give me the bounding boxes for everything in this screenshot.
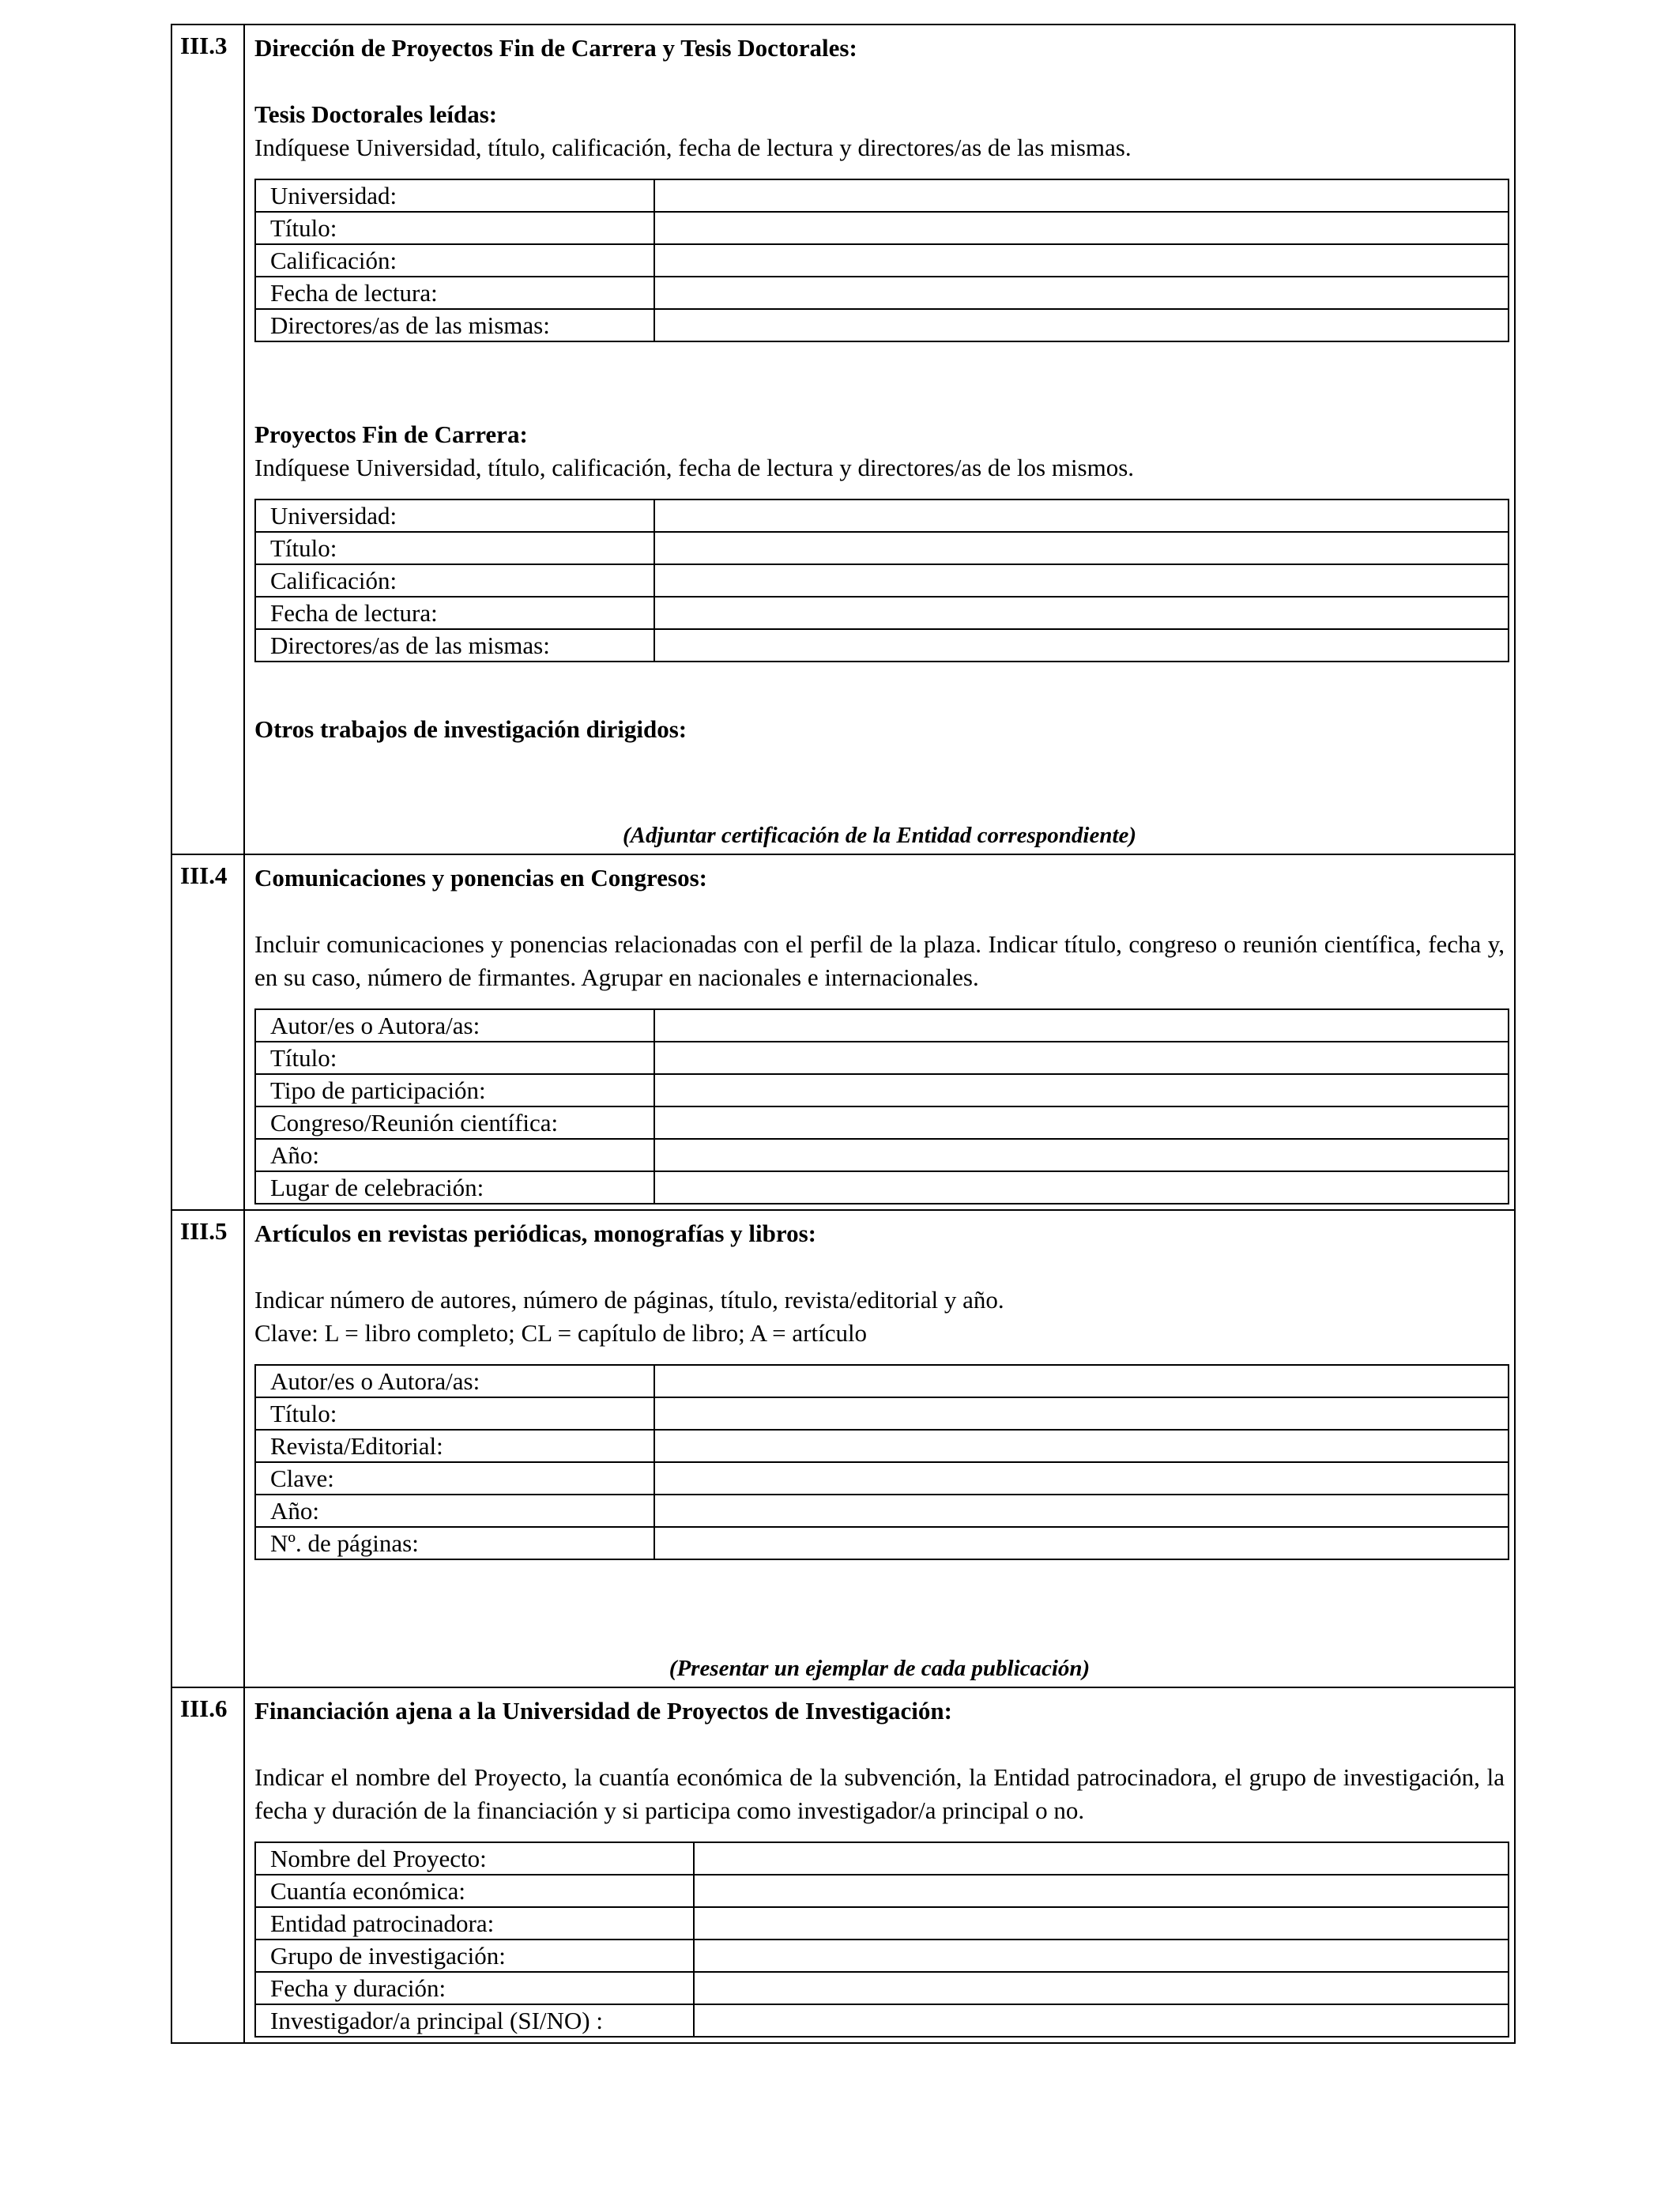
field-value[interactable]: [654, 244, 1509, 277]
field-label: Año:: [255, 1495, 654, 1527]
table-row: [255, 1875, 1509, 1907]
field-label: Calificación:: [255, 244, 654, 277]
tesis-instruction: Indíquese Universidad, título, calificación, fecha de lectura y directores/as de las mismas.: [254, 134, 1132, 161]
field-value[interactable]: [654, 1106, 1509, 1139]
section-body: [244, 854, 1515, 1210]
field-value[interactable]: [654, 499, 1509, 532]
section-instruction: Incluir comunicaciones y ponencias relacionadas con el perfil de la plaza. Indicar título, congreso o reunión científica, fecha y, en su caso, número de firmantes. Agrupar en nacionales e internacionales.: [254, 930, 1505, 991]
table-row: [255, 2004, 1509, 2037]
section-instruction: Indicar el nombre del Proyecto, la cuantía económica de la subvención, la Entidad patrocinadora, el grupo de investigación, la fecha y duración de la financiación y si participa como investigador/a principal o no.: [254, 1763, 1505, 1824]
field-label: Título:: [255, 212, 654, 244]
section-iii-5: [171, 1210, 1515, 1687]
field-value[interactable]: [654, 1462, 1509, 1495]
section-body: [244, 1687, 1515, 2043]
field-value[interactable]: [654, 1139, 1509, 1171]
tesis-heading: Tesis Doctorales leídas:: [254, 100, 498, 128]
field-label: Título:: [255, 532, 654, 564]
table-row: [255, 1972, 1509, 2004]
otros-heading: Otros trabajos de investigación dirigidos:: [254, 715, 687, 743]
table-row: [255, 499, 1509, 532]
table-row: [255, 532, 1509, 564]
field-label: Directores/as de las mismas:: [255, 629, 654, 662]
field-label: Congreso/Reunión científica:: [255, 1106, 654, 1139]
field-value[interactable]: [654, 1042, 1509, 1074]
table-row: [255, 1907, 1509, 1940]
field-label: Nº. de páginas:: [255, 1527, 654, 1559]
table-row: [255, 179, 1509, 212]
table-row: [255, 1009, 1509, 1042]
table-row: [255, 1042, 1509, 1074]
section-title: Comunicaciones y ponencias en Congresos:: [254, 864, 707, 892]
field-value[interactable]: [654, 309, 1509, 341]
section-title: Artículos en revistas periódicas, monografías y libros:: [254, 1220, 816, 1247]
field-label: Calificación:: [255, 564, 654, 597]
field-label: Autor/es o Autora/as:: [255, 1009, 654, 1042]
section-iii-4: [171, 854, 1515, 1210]
table-row: [255, 1106, 1509, 1139]
field-value[interactable]: [654, 1009, 1509, 1042]
field-label: Fecha de lectura:: [255, 277, 654, 309]
section-title: Dirección de Proyectos Fin de Carrera y Tesis Doctorales:: [254, 34, 857, 62]
field-value[interactable]: [654, 532, 1509, 564]
pfc-heading: Proyectos Fin de Carrera:: [254, 420, 528, 448]
field-label: Fecha de lectura:: [255, 597, 654, 629]
field-value[interactable]: [694, 1940, 1509, 1972]
financiacion-table: [254, 1842, 1509, 2038]
table-row: [255, 564, 1509, 597]
field-value[interactable]: [654, 597, 1509, 629]
section-note: (Presentar un ejemplar de cada publicación): [669, 1656, 1090, 1681]
merits-form-table: [171, 24, 1516, 2044]
field-value[interactable]: [654, 277, 1509, 309]
section-body: [244, 25, 1515, 854]
pfc-table: [254, 499, 1509, 662]
field-label: Entidad patrocinadora:: [255, 1907, 694, 1940]
table-row: [255, 244, 1509, 277]
section-key: Clave: L = libro completo; CL = capítulo de libro; A = artículo: [254, 1319, 868, 1347]
field-value[interactable]: [654, 1527, 1509, 1559]
field-label: Nombre del Proyecto:: [255, 1842, 694, 1875]
field-value[interactable]: [654, 179, 1509, 212]
field-label: Autor/es o Autora/as:: [255, 1365, 654, 1397]
table-row: [255, 1430, 1509, 1462]
table-row: [255, 1940, 1509, 1972]
field-value[interactable]: [694, 1907, 1509, 1940]
section-instruction: Indicar número de autores, número de páginas, título, revista/editorial y año.: [254, 1286, 1004, 1314]
field-label: Año:: [255, 1139, 654, 1171]
field-value[interactable]: [654, 629, 1509, 662]
field-label: Grupo de investigación:: [255, 1940, 694, 1972]
articulos-table: [254, 1364, 1509, 1560]
section-body: [244, 1210, 1515, 1687]
field-value[interactable]: [654, 1430, 1509, 1462]
field-label: Directores/as de las mismas:: [255, 309, 654, 341]
pfc-instruction: Indíquese Universidad, título, calificación, fecha de lectura y directores/as de los mismos.: [254, 454, 1135, 481]
section-number: III.6: [171, 1687, 244, 2043]
field-label: Título:: [255, 1042, 654, 1074]
field-value[interactable]: [654, 1365, 1509, 1397]
field-label: Fecha y duración:: [255, 1972, 694, 2004]
field-value[interactable]: [694, 1842, 1509, 1875]
table-row: [255, 277, 1509, 309]
table-row: [255, 597, 1509, 629]
table-row: [255, 1365, 1509, 1397]
table-row: [255, 1462, 1509, 1495]
table-row: [255, 629, 1509, 662]
section-number: III.4: [171, 854, 244, 1210]
table-row: [255, 1397, 1509, 1430]
field-label: Título:: [255, 1397, 654, 1430]
table-row: [255, 1495, 1509, 1527]
section-number: III.5: [171, 1210, 244, 1687]
table-row: [255, 1842, 1509, 1875]
table-row: [255, 309, 1509, 341]
comunicaciones-table: [254, 1008, 1509, 1204]
field-value[interactable]: [694, 2004, 1509, 2037]
table-row: [255, 212, 1509, 244]
field-value[interactable]: [654, 212, 1509, 244]
table-row: [255, 1139, 1509, 1171]
field-label: Investigador/a principal (SI/NO) :: [255, 2004, 694, 2037]
field-value[interactable]: [654, 564, 1509, 597]
table-row: [255, 1527, 1509, 1559]
table-row: [255, 1171, 1509, 1204]
field-value[interactable]: [694, 1875, 1509, 1907]
table-row: [255, 1074, 1509, 1106]
field-value[interactable]: [654, 1074, 1509, 1106]
field-label: Universidad:: [255, 499, 654, 532]
tesis-table: [254, 179, 1509, 342]
section-note: (Adjuntar certificación de la Entidad correspondiente): [622, 823, 1137, 848]
field-label: Tipo de participación:: [255, 1074, 654, 1106]
field-value[interactable]: [654, 1397, 1509, 1430]
field-value[interactable]: [694, 1972, 1509, 2004]
field-label: Universidad:: [255, 179, 654, 212]
section-iii-6: [171, 1687, 1515, 2043]
section-title: Financiación ajena a la Universidad de Proyectos de Investigación:: [254, 1697, 952, 1725]
field-label: Revista/Editorial:: [255, 1430, 654, 1462]
field-value[interactable]: [654, 1171, 1509, 1204]
field-label: Cuantía económica:: [255, 1875, 694, 1907]
field-label: Clave:: [255, 1462, 654, 1495]
field-label: Lugar de celebración:: [255, 1171, 654, 1204]
section-number: III.3: [171, 25, 244, 854]
field-value[interactable]: [654, 1495, 1509, 1527]
section-iii-3: [171, 25, 1515, 854]
